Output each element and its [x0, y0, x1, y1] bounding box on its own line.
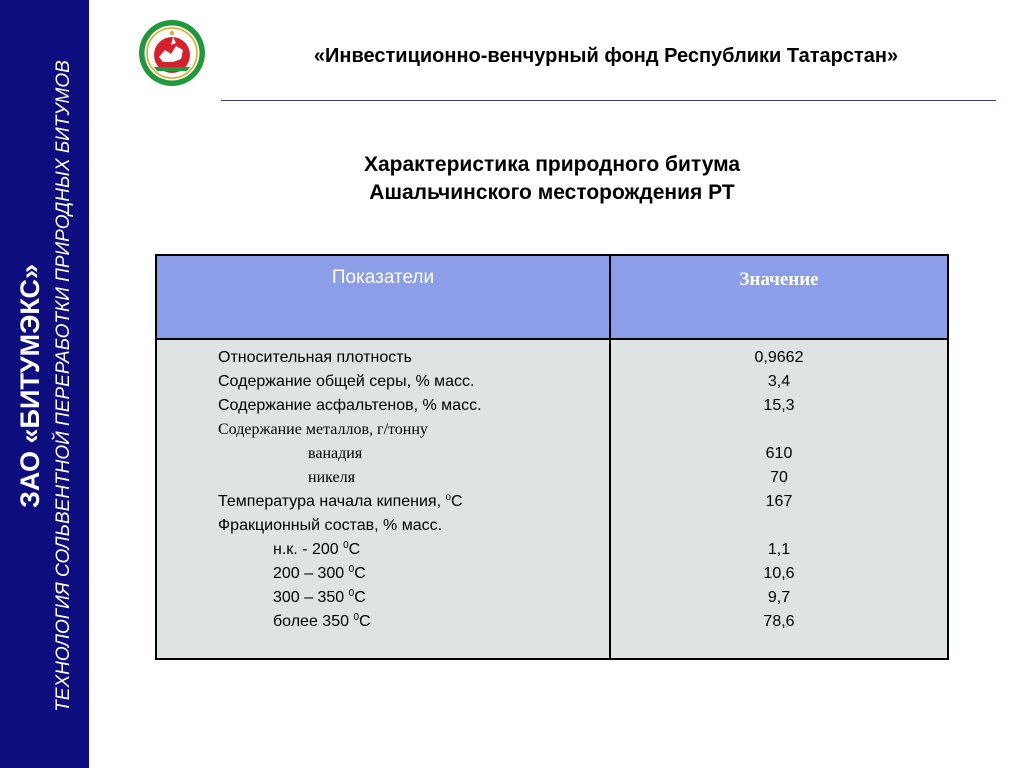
value-cell	[611, 514, 947, 538]
header-params-label: Показатели	[331, 267, 435, 288]
header-cell-values	[611, 256, 947, 338]
company-tagline: ТЕХНОЛОГИЯ СОЛЬВЕНТНОЙ ПЕРЕРАБОТКИ ПРИРОДНЫХ БИТУМОВ	[53, 60, 74, 712]
sidebar-text	[6, 10, 84, 762]
param-cell: 200 – 300 $^0$С	[273, 564, 366, 582]
value-cell: 610	[765, 445, 793, 462]
param-cell: Содержание общей серы, % масс.	[218, 373, 475, 390]
values-column	[611, 340, 947, 658]
param-cell: Фракционный состав, % масс.	[218, 517, 443, 534]
header-divider	[221, 100, 996, 101]
slide-title	[156, 151, 948, 207]
value-cell: 15,3	[763, 397, 795, 414]
value-cell: 10,6	[763, 565, 795, 582]
param-cell: Содержание металлов, г/тонну	[218, 421, 428, 438]
param-cell: 300 – 350 $^0$С	[273, 588, 366, 606]
value-cell: 3,4	[767, 373, 791, 390]
fund-title: «Инвестиционно-венчурный фонд Республики Татарстан»	[313, 45, 899, 67]
value-cell: 70	[770, 469, 788, 486]
value-cell: 167	[765, 493, 793, 510]
value-cell: 0,9662	[754, 349, 804, 366]
company-name: ЗАО «БИТУМЭКС»	[15, 264, 45, 509]
param-cell: ванадия	[308, 445, 363, 462]
value-cell: 1,1	[767, 541, 791, 558]
slide-title-line1: Характеристика природного битума	[363, 153, 741, 176]
param-cell: более 350 $^0$С	[273, 612, 371, 630]
param-cell: н.к. - 200 $^0$С	[273, 540, 361, 558]
tatarstan-emblem-icon	[138, 19, 206, 87]
param-cell: Температура начала кипения, $^о$С	[218, 492, 463, 510]
value-cell: 78,6	[763, 613, 795, 630]
sidebar	[0, 0, 89, 768]
bitumen-properties-table	[155, 254, 949, 660]
param-cell: никеля	[308, 469, 355, 486]
header-cell-params	[157, 256, 611, 338]
header-values-label: Значение	[739, 269, 819, 290]
param-cell: Содержание асфальтенов, % масс.	[218, 397, 482, 414]
slide-title-line2: Ашальчинского месторождения РТ	[369, 181, 735, 204]
value-cell	[611, 418, 947, 442]
params-column	[157, 340, 611, 658]
param-cell: Относительная плотность	[218, 349, 412, 366]
value-cell: 9,7	[767, 589, 791, 606]
